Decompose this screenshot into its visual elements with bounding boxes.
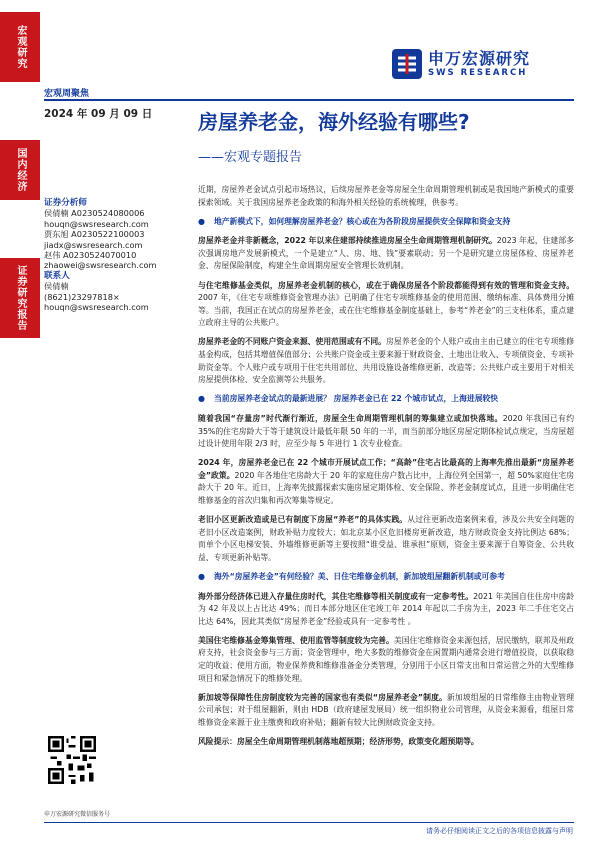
left-band bbox=[0, 0, 40, 841]
footer-rule bbox=[44, 822, 574, 823]
analyst-heading: 证券分析师 bbox=[44, 198, 87, 208]
analyst-sidebar bbox=[44, 198, 194, 312]
risk-warning: 风险提示：房屋全生命周期管理机制落地超预期；经济形势，政策变化超预期等。 bbox=[198, 736, 479, 746]
report-date: 2024 年 09 月 09 日 bbox=[44, 108, 153, 120]
band-label-macro: 宏观研究 bbox=[0, 12, 40, 82]
qr-code-icon bbox=[48, 736, 96, 784]
bullet-icon: ● bbox=[198, 571, 205, 581]
analyst-line: 贾东旭 A0230522100003 bbox=[44, 229, 145, 240]
body-paragraph: 美国住宅维修基金筹集管理、使用监管等制度较为完善。美国住宅维修资金来源包括，居民缴纳，联邦及州政府支持，社会资金参与三方面；资金管理中，绝大多数的维修资金在闲置期内通常会进行增值投资，以获取稳定的收益；使用方面，物业保养费和维修准备金分类管理，分别用于小区日常支出和日常运营之外的大型维修项目和紧急情况下的维修处理。 bbox=[198, 635, 575, 683]
page-title: 房屋养老金，海外经验有哪些? bbox=[198, 110, 470, 134]
body-paragraph: 新加坡等保障性住房制度较为完善的国家也有类似“房屋养老金”制度。新加坡组屋的日常维修主由物业管理公司承包；对于组屋翻新，则由 HDB（政府建屋发展局）统一组织物业公司管理，从资金来源看，组屋日常维修资金来源于业主缴费和政府补贴；翻新有较大比例财政资金支持。 bbox=[198, 692, 574, 727]
contact-name: 侯倩楠 bbox=[44, 281, 69, 292]
page-subtitle: ——宏观专题报告 bbox=[198, 150, 303, 165]
logo-text-en: SWS RESEARCH bbox=[428, 67, 528, 78]
logo-text-cn: 申万宏源研究 bbox=[428, 48, 531, 68]
logo-mark-icon bbox=[392, 49, 422, 79]
contact-email[interactable]: houqn@swsresearch.com bbox=[44, 302, 149, 313]
body-paragraph: 2024 年，房屋养老金已在 22 个城市开展试点工作；“高龄”住宅占比最高的上海率先推出最新“房屋养老金”政策。2020 年各地住宅房龄大于 20 年的家庭住房户数占比中，上海位列全国第一，超 50%家庭住宅房龄大于 20 年。近日，上海率先披露探索实施房屋定期体检、安全保险、养老金制度试点，且进一步明确住宅维修基金的首次归集和再次筹集等规定。 bbox=[198, 458, 575, 505]
report-type: 宏观周聚焦 bbox=[44, 89, 90, 99]
section-highlight-3: ● 海外“房屋养老金”有何经验？美、日住宅维修金机制，新加坡组屋翻新机制或可参考 bbox=[198, 571, 574, 584]
band-label-report: 证券研究报告 bbox=[0, 258, 40, 338]
analyst-email[interactable]: jiadx@swsresearch.com bbox=[44, 239, 143, 250]
section-highlight-1: ● 地产新模式下，如何理解房屋养老金？核心或在为各阶段房屋提供安全保障和资金支持 bbox=[198, 216, 574, 229]
analyst-line: 赵伟 A0230524070010 bbox=[44, 250, 137, 261]
body-paragraph: 房屋养老金并非新概念，2022 年以来住建部持续推进房屋全生命周期管理机制研究。2023 年起，住建部多次强调房地产发展新模式，一个是建立“人、房、地、钱”要素联动；另一个是研究建立房屋体检、房屋养老金、房屋保险制度，构建全生命周期房屋安全管理长效机制。 bbox=[198, 236, 574, 271]
body-paragraph: 房屋养老金的不同账户资金来源、使用范围或有不同。房屋养老金的个人账户或由主由已建立的住宅专项维修基金构成，包括其增值保值部分；公共账户资金或主要来源于财政资金、土地出让收入、专项债资金、专项补助资金等。个人账户或专项用于住宅共用部位、共用设施设备维修更新、改造等；公共账户或主要用于对相关房屋提供体检、安全监测等公共服务。 bbox=[198, 337, 575, 385]
section-highlight-2: ● 当前房屋养老金试点的最新进展？ 房屋养老金已在 22 个城市试点，上海进展较快 bbox=[198, 393, 574, 406]
bullet-icon: ● bbox=[198, 216, 205, 226]
qr-caption: 申万宏源研究微信服务号 bbox=[44, 811, 111, 818]
body-paragraph: 海外部分经济体已进入存量住房时代，其住宅维修等相关制度或有一定参考性。2021 年美国自住住房中房龄为 42 年及以上占比达 49%；而日本部分地区住宅竣工年 2014 年起以二手房为主，2023 年二手住宅交占比达 64%，因此其类似“房屋养老金”经验或具有一定参考性 。 bbox=[198, 591, 574, 626]
band-label-domestic: 国内经济 bbox=[0, 140, 40, 200]
intro-paragraph: 近期，房屋养老金试点引起市场热议，后续房屋养老金等房屋全生命周期管理机制或是我国地产新模式的重要探索领域。关于我国房屋养老金政策的和海外相关经验的系统梳理，供参考。 bbox=[198, 185, 574, 207]
analyst-email[interactable]: houqn@swsresearch.com bbox=[44, 218, 149, 229]
contact-heading: 联系人 bbox=[44, 270, 70, 281]
brand-logo bbox=[392, 44, 568, 84]
body-paragraph: 老旧小区更新改造或是已有制度下房屋“养老”的具体实践。从过往更新改造案例来看，涉及公共安全问题的老旧小区改造案例，财政补贴力度较大；如北京某小区危旧楼房更新改造，地方财政资金支持比例达 68%；而单个小区电梯安装、外墙维修更新等主要按照“谁受益、谁承担”原则，资金主要来源于自筹资金、公共收益、专项更新补贴等。 bbox=[198, 515, 575, 562]
analyst-email[interactable]: zhaowei@swsresearch.com bbox=[44, 260, 157, 271]
contact-phone: (8621)23297818× bbox=[44, 291, 120, 302]
body-paragraph: 与住宅维修基金类似，房屋养老金机制的核心，或在于确保房屋各个阶段都能得到有效的管理和资金支持。2007 年，《住宅专项维修资金管理办法》已明确了住宅专项维修基金的使用范围、缴纳标准、具体费用分摊等。当前，我国正在试点的房屋养老金，或在住宅维修基金制度基础上，参考“养老金”的三支柱体系，重点建立政府主导的公共账户。 bbox=[198, 280, 574, 328]
analyst-line: 侯倩楠 A0230524080006 bbox=[44, 208, 145, 219]
report-body bbox=[198, 184, 574, 755]
body-paragraph: 随着我国“存量房”时代渐行渐近，房屋全生命周期管理机制的筹集建立或加快落地。2020 年我国已有约 35%的住宅房龄大于等于建筑设计最低年限 50 年的一半，而当前部分地区房屋定期体检试点规定，当房屋超过设计使用年限 2/3 时，应至少每 5 年进行 1 次专业检查。 bbox=[198, 413, 574, 449]
disclosure-footer[interactable]: 请务必仔细阅读正文之后的各项信息披露与声明 bbox=[426, 827, 573, 835]
header-rule bbox=[44, 99, 574, 101]
bullet-icon: ● bbox=[198, 394, 205, 404]
